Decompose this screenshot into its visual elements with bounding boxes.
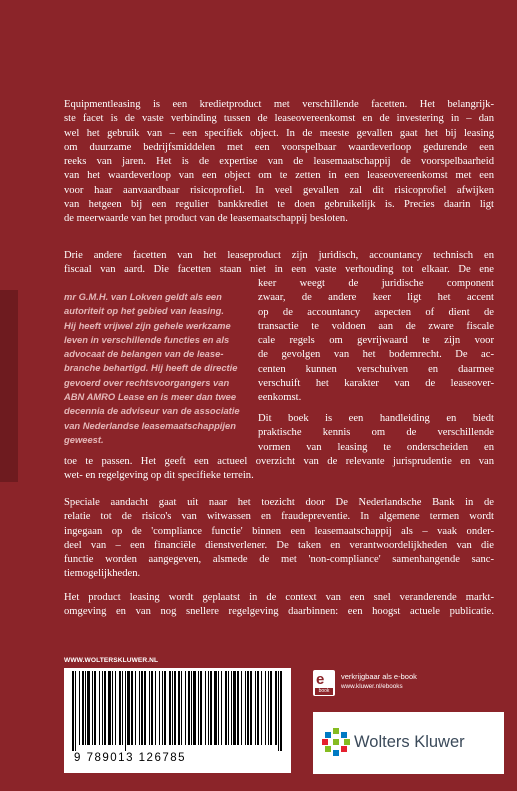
ebook-icon: [313, 670, 335, 696]
side-accent-bar: [0, 290, 18, 482]
text-line: de gevolgen van het bodemrecht. De ac-: [258, 349, 494, 361]
ebook-availability: verkrijgbaar als e-book: [341, 672, 417, 681]
ebook-icon-letter: e: [316, 671, 325, 688]
publisher-url[interactable]: WWW.WOLTERSKLUWER.NL: [64, 657, 159, 664]
text-line: Het product leasing wordt geplaatst in de context van een snel veranderende markt-: [64, 592, 494, 603]
bio-line: ABN AMRO Lease en is meer dan twee: [64, 391, 237, 403]
publisher-logo-box: [313, 712, 504, 774]
context-paragraph: [64, 591, 494, 620]
handbook-paragraph-right: [258, 412, 494, 455]
text-line: om duurzame bedrijfsmiddelen met een voorspelbaar waardeverloop gedurende een: [64, 141, 494, 153]
text-line: vormen van leasing te onderscheiden en: [258, 441, 494, 453]
bio-line: geweest.: [64, 433, 104, 445]
text-line: cale regels om gevrijwaard te zijn voor: [258, 335, 494, 347]
publisher-name: Wolters Kluwer: [354, 733, 465, 751]
text-line: fiscaal van aard. Die facetten staan niet in een vaste verhouding tot elkaar. De ene: [64, 264, 494, 276]
wolters-kluwer-logo-icon: [321, 727, 351, 757]
text-line: deel van – een financiële dienstverlener. De taken en verantwoordelijkheden van die: [64, 539, 494, 551]
text-line: verschuift het karakter van de leaseover-: [258, 378, 494, 390]
ebook-icon-label: book: [315, 688, 333, 695]
intro-paragraph: [64, 98, 494, 227]
handbook-paragraph-bottom: [64, 455, 494, 484]
bio-line: decennia de adviseur van de associatie: [64, 405, 240, 417]
text-line: Drie andere facetten van het leaseproduct zijn juridisch, accountancy technisch en: [64, 250, 494, 261]
bio-line: leven in verschillende functies en als: [64, 333, 230, 345]
facets-paragraph-right: [258, 277, 494, 406]
text-line: Speciale aandacht gaat uit naar het toezicht door De Nederlandsche Bank in de: [64, 497, 494, 508]
bio-line: mr G.M.H. van Lokven geldt als een: [64, 291, 222, 302]
isbn-barcode: [64, 668, 291, 773]
facets-paragraph-top: [64, 249, 494, 278]
text-line: centen kunnen verschuiven en daarmee: [258, 363, 494, 375]
bio-line: van Nederlandse leasemaatschappijen: [64, 419, 236, 431]
ebook-url[interactable]: www.kluwer.nl/ebooks: [341, 683, 403, 690]
text-line: op de accountancy aspecten of dient de: [258, 306, 494, 318]
text-line: zwaar, de andere keer ligt het accent: [258, 292, 494, 304]
text-line: ste facet is de vaste verbinding tussen de leaseovereenkomst en de investering in – dan: [64, 113, 494, 125]
compliance-paragraph: [64, 496, 494, 582]
isbn-number: 9 789013 126785: [74, 752, 187, 764]
bio-line: Hij heeft vrijwel zijn gehele werkzame: [64, 319, 231, 331]
bio-line: branche behartigd. Hij heeft de directie: [64, 362, 238, 374]
text-line: transactie te voldoen aan de zware fiscale: [258, 320, 494, 332]
text-line: wel het gebruik van – een specifiek object. In de meeste gevallen gaat het bij leasing: [64, 127, 494, 139]
text-line: Dit boek is een handleiding en biedt: [258, 413, 494, 424]
text-line: praktische kennis om de verschillende: [258, 427, 494, 439]
text-line: voor haar aanvaardbaar risicoprofiel. In veel gevallen zal dit risicoprofiel afwijken: [64, 184, 494, 196]
bio-line: gevoerd over rechtsvoorgangers van: [64, 376, 230, 388]
bio-line: autoriteit op het gebied van leasing.: [64, 305, 224, 317]
text-line: ingegaan op de 'compliance functie' binnen een leasemaatschappij als – vaak onder-: [64, 525, 494, 537]
text-line: wet- en regelgeving op dit specifieke terrein.: [64, 470, 254, 482]
barcode-icon: [70, 671, 285, 751]
text-line: Equipmentleasing is een kredietproduct met verschillende facetten. Het belangrijk-: [64, 99, 494, 110]
text-line: functie worden aangegeven, alsmede de met 'non-compliance' samenhangende sanc-: [64, 554, 494, 566]
text-line: tiemogelijkheden.: [64, 568, 141, 580]
text-line: omgeving en van nog snellere regelgeving daarbinnen: een hoogst actuele publicatie.: [64, 606, 494, 618]
text-line: eenkomst.: [258, 392, 302, 404]
text-line: keer weegt de juridische component: [258, 278, 494, 289]
text-line: de meerwaarde van het product van de leasemaatschappij besloten.: [64, 213, 348, 225]
text-line: van het waardeverloop van een object om te zetten in een leaseovereenkomst met een: [64, 170, 494, 182]
text-line: reeks van jaren. Het is de expertise van de leasemaatschappij de voorspelbaarheid: [64, 156, 494, 168]
text-line: van hetgeen bij een regulier bankkrediet te doen gebruikelijk is. Precies daarin ligt: [64, 199, 494, 211]
author-bio: [64, 290, 244, 447]
bio-line: advocaat de belangen van de lease-: [64, 348, 224, 360]
text-line: toe te passen. Het geeft een actueel overzicht van de relevante jurisprudentie en van: [64, 456, 494, 467]
text-line: relatie tot de risico's van witwassen en fraudepreventie. In algemene termen wordt: [64, 511, 494, 523]
